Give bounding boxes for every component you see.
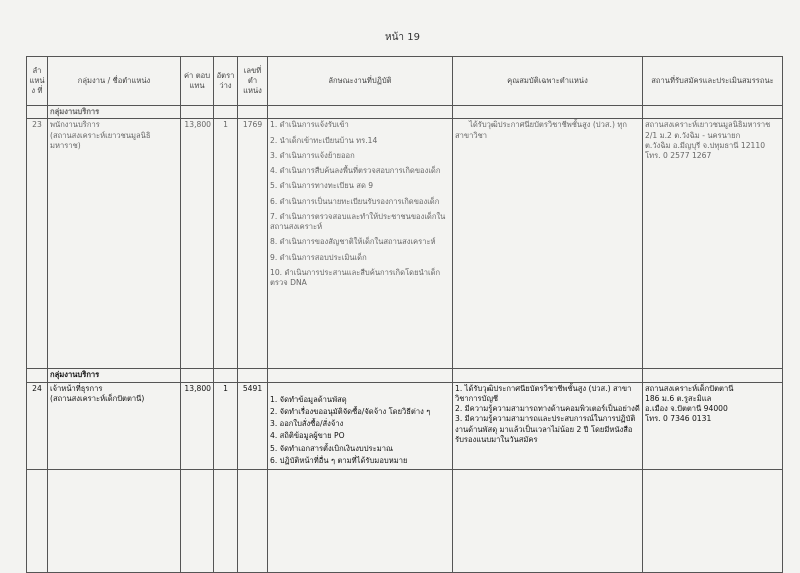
place-line: อ.เมือง จ.ปัตตานี 94000: [645, 404, 728, 413]
group-title: กลุ่มงานบริการ: [48, 106, 181, 119]
group-row: [27, 106, 783, 119]
duty-item: 6. ปฏิบัติหน้าที่อื่น ๆ ตามที่ได้รับมอบหมาย: [270, 455, 408, 465]
header-wage: ค่า ตอบ แทน: [181, 57, 214, 106]
place-line: 186 ม.6 ต.รูสะมิแล: [645, 393, 712, 403]
position-cell: [48, 119, 181, 369]
group-title: กลุ่มงานบริการ: [48, 369, 181, 382]
duties-cell: [268, 119, 453, 369]
position-name: เจ้าหน้าที่ธุรการ: [50, 383, 103, 393]
duty-item: 1. ดำเนินการแจ้งรับเข้า: [270, 120, 349, 130]
place-line: โทร. 0 2577 1267: [645, 151, 712, 160]
place-line: 2/1 ม.2 ต.วังฉิม - นครนายก: [645, 130, 741, 140]
place-cell: [643, 119, 783, 369]
position-number: 5491: [238, 382, 268, 470]
page-number: หน้า 19: [385, 32, 420, 43]
place-cell: [643, 382, 783, 470]
header-position-no: เลขที่ ตำ แหน่ง: [238, 57, 268, 106]
place-line: ต.วังฉิม อ.มีญบุรี จ.ปทุมธานี 12110: [645, 140, 766, 150]
table-row: [27, 382, 783, 470]
qualification-item: 1. ได้รับวุฒิประกาศนียบัตรวิชาชีพชั้นสูง (ปวส.) สาขาวิชาการบัญชี: [455, 383, 632, 403]
position-number: 1769: [238, 119, 268, 369]
table-header: [27, 57, 783, 106]
positions-table: [26, 56, 783, 573]
wage: 13,800: [181, 119, 214, 369]
duties-cell: [268, 382, 453, 470]
table-row: [27, 470, 783, 573]
position-cell: [48, 382, 181, 470]
qualification-item: ได้รับวุฒิประกาศนียบัตรวิชาชีพชั้นสูง (ปวส.) ทุกสาขาวิชา: [455, 120, 627, 140]
duty-item: 7. ดำเนินการตรวจสอบและทำให้ประชาชนของเด็กในสถานสงเคราะห์: [270, 211, 446, 231]
unit-name: (สถานสงเคราะห์เยาวชนมูลนิธิมหาราช): [50, 130, 151, 150]
place-line: สถานสงเคราะห์เด็กปัตตานี: [645, 383, 734, 393]
duty-item: 2. นำเด็กเข้าทะเบียนบ้าน ทร.14: [270, 135, 378, 145]
qualifications-cell: [453, 382, 643, 470]
duty-item: 4. สถิติข้อมูลผู้ขาย PO: [270, 431, 345, 441]
duty-item: 4. ดำเนินการสืบค้นลงพื้นที่ตรวจสอบการเกิดของเด็ก: [270, 166, 441, 175]
group-row: [27, 369, 783, 382]
qualification-item: 2. มีความรู้ความสามารถทางด้านคอมพิวเตอร์เป็นอย่างดี: [455, 404, 640, 413]
unit-name: (สถานสงเคราะห์เด็กปัตตานี): [50, 393, 145, 403]
duty-item: 6. ดำเนินการเป็นนายทะเบียนรับรองการเกิดของเด็ก: [270, 196, 440, 206]
duty-item: 10. ดำเนินการประสานและสืบค้นการเกิดโดยนำเด็กตรวจ DNA: [270, 267, 441, 287]
duty-item: 5. ดำเนินการทางทะเบียน สด 9: [270, 181, 374, 191]
header-duties: ลักษณะงานที่ปฏิบัติ: [268, 57, 453, 106]
rate: 1: [214, 382, 238, 470]
header-place: สถานที่รับสมัครและประเมินสมรรถนะ: [643, 57, 783, 106]
header-no: ลำ แหน่ ง ที่: [27, 57, 48, 106]
row-no: 23: [27, 119, 48, 369]
duty-item: 9. ดำเนินการสอบประเมินเด็ก: [270, 252, 367, 262]
row-no: 24: [27, 382, 48, 470]
qualifications-cell: [453, 119, 643, 369]
duty-item: 3. ดำเนินการแจ้งย้ายออก: [270, 150, 355, 160]
place-line: โทร. 0 7346 0131: [645, 414, 712, 424]
table-row: [27, 119, 783, 369]
duty-item: 2. จัดทำเรื่องขออนุมัติจัดซื้อ/จัดจ้าง โดยวิธีต่าง ๆ: [270, 406, 431, 416]
header-group: กลุ่มงาน / ชื่อตำแหน่ง: [48, 57, 181, 106]
wage: 13,800: [181, 382, 214, 470]
duty-item: 3. ออกใบสั่งซื้อ/สั่งจ้าง: [270, 419, 344, 428]
header-rate: อัตรา ว่าง: [214, 57, 238, 106]
position-name: พนักงานบริการ: [50, 120, 100, 130]
qualification-item: 3. มีความรู้ความสามารถและประสบการณ์ในการปฏิบัติงานด้านพัสดุ มาแล้วเป็นเวลาไม่น้อย 2 ปี โดยมีหนังสือรับรองแนบมาในวันสมัคร: [455, 414, 636, 444]
duty-item: 5. จัดทำเอกสารตั้งเบิกเงินงบประมาณ: [270, 443, 394, 453]
header-qualifications: คุณสมบัติเฉพาะตำแหน่ง: [453, 57, 643, 106]
rate: 1: [214, 119, 238, 369]
duty-item: 8. ดำเนินการของสัญชาติให้เด็กในสถานสงเคราะห์: [270, 237, 436, 247]
duty-item: 1. จัดทำข้อมูลด้านพัสดุ: [270, 394, 347, 404]
place-line: สถานสงเคราะห์เยาวชนมูลนิธิมหาราช: [645, 120, 771, 130]
